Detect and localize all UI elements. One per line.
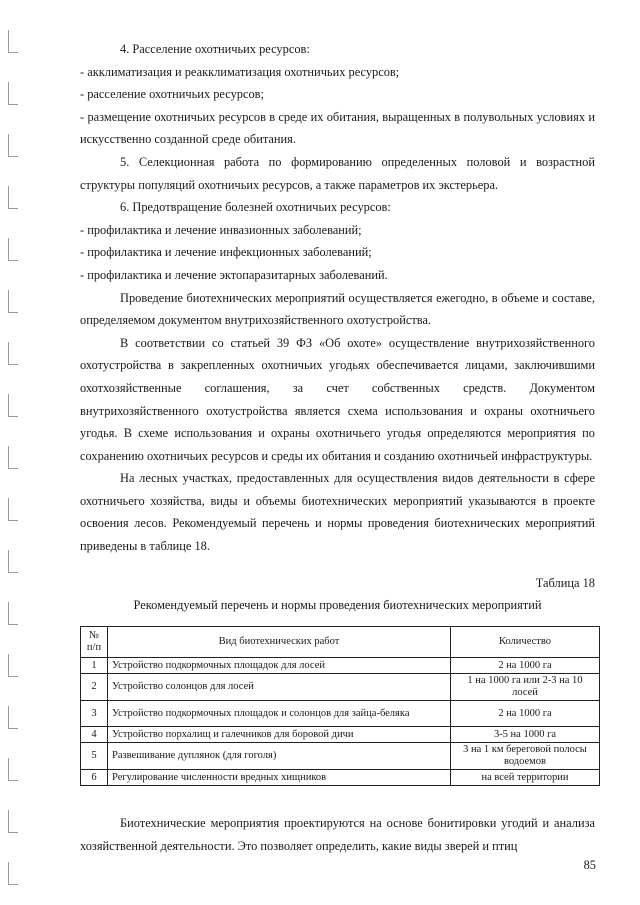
binding-tick bbox=[8, 654, 18, 677]
binding-tick bbox=[8, 706, 18, 729]
table-row bbox=[81, 701, 600, 727]
row-quantity: 3 на 1 км береговой полосы водоемов bbox=[451, 743, 600, 770]
row-work-type: Устройство порхалищ и галечников для боровой дичи bbox=[108, 727, 451, 743]
row-number: 3 bbox=[81, 701, 108, 727]
paragraph: Проведение биотехнических мероприятий осуществляется ежегодно, в объеме и составе, определяемом документом внутрихозяйственного охотустройства. bbox=[80, 290, 595, 328]
row-work-type: Устройство подкормочных площадок и солонцов для зайца-беляка bbox=[108, 701, 451, 727]
table-row bbox=[81, 743, 600, 770]
list-item: - профилактика и лечение эктопаразитарных заболеваний. bbox=[80, 267, 388, 282]
row-number: 1 bbox=[81, 658, 108, 674]
binding-tick bbox=[8, 602, 18, 625]
paragraph: 5. Селекционная работа по формированию определенных половой и возрастной структуры популяций охотничьих ресурсов, а также параметров их экстерьера. bbox=[80, 154, 595, 192]
row-work-type: Развешивание дуплянок (для гоголя) bbox=[108, 743, 451, 770]
paragraph: На лесных участках, предоставленных для осуществления видов деятельности в сфере охотничьего хозяйства, виды и объемы биотехнических мероприятий указываются в проекте освоения лесов. Рекомендуемый перечень и нормы проведения биотехнических мероприятий приведены в таблице 18. bbox=[80, 471, 595, 554]
binding-tick bbox=[8, 342, 18, 365]
row-quantity: 3-5 на 1000 га bbox=[451, 727, 600, 743]
binding-tick bbox=[8, 498, 18, 521]
row-number: 2 bbox=[81, 674, 108, 701]
row-number: 4 bbox=[81, 727, 108, 743]
bottom-text bbox=[80, 812, 595, 857]
binding-tick bbox=[8, 394, 18, 417]
row-quantity: на всей территории bbox=[451, 770, 600, 786]
binding-tick bbox=[8, 290, 18, 313]
list-item: - профилактика и лечение инвазионных заболеваний; bbox=[80, 222, 362, 237]
header-number: № п/п bbox=[81, 627, 108, 658]
row-number: 5 bbox=[81, 743, 108, 770]
table-row bbox=[81, 727, 600, 743]
paragraph: 6. Предотвращение болезней охотничьих ресурсов: bbox=[120, 200, 391, 215]
list-item: - расселение охотничьих ресурсов; bbox=[80, 87, 264, 102]
binding-tick bbox=[8, 134, 18, 157]
header-quantity: Количество bbox=[451, 627, 600, 658]
row-work-type: Регулирование численности вредных хищников bbox=[108, 770, 451, 786]
header-work-type: Вид биотехнических работ bbox=[108, 627, 451, 658]
table-label: Таблица 18 bbox=[535, 576, 595, 590]
row-number: 6 bbox=[81, 770, 108, 786]
table-header-row bbox=[81, 627, 600, 658]
binding-edge-marks bbox=[0, 20, 22, 900]
binding-tick bbox=[8, 30, 18, 53]
page-number: 85 bbox=[583, 858, 596, 872]
row-quantity: 2 на 1000 га bbox=[451, 658, 600, 674]
row-work-type: Устройство подкормочных площадок для лосей bbox=[108, 658, 451, 674]
row-quantity: 2 на 1000 га bbox=[451, 701, 600, 727]
table-row bbox=[81, 658, 600, 674]
table-row bbox=[81, 770, 600, 786]
row-work-type: Устройство солонцов для лосей bbox=[108, 674, 451, 701]
binding-tick bbox=[8, 550, 18, 573]
body-text bbox=[80, 38, 595, 558]
paragraph: В соответствии со статьей 39 ФЗ «Об охоте» осуществление внутрихозяйственного охотустройства в закрепленных охотничьих угодьях обеспечивается лицами, заключившими охотхозяйственные соглашения, за счет собственных средств. Документом внутрихозяйственного охотустройства является схема использования и охраны охотничьего угодья. В схеме использования и охраны охотничьего угодья определяются мероприятия по сохранению охотничьих ресурсов и среды их обитания и созданию охотничьей инфраструктуры. bbox=[80, 335, 595, 463]
list-item: - акклиматизация и реакклиматизация охотничьих ресурсов; bbox=[80, 64, 400, 79]
binding-tick bbox=[8, 810, 18, 833]
binding-tick bbox=[8, 82, 18, 105]
row-quantity: 1 на 1000 га или 2-3 на 10 лосей bbox=[451, 674, 600, 701]
binding-tick bbox=[8, 862, 18, 885]
list-item: - размещение охотничьих ресурсов в среде их обитания, выращенных в полувольных условиях и искусственно созданной среде обитания. bbox=[80, 109, 595, 147]
binding-tick bbox=[8, 186, 18, 209]
table-row bbox=[81, 674, 600, 701]
binding-tick bbox=[8, 446, 18, 469]
binding-tick bbox=[8, 238, 18, 261]
paragraph: Биотехнические мероприятия проектируются на основе бонитировки угодий и анализа хозяйственной деятельности. Это позволяет определить, какие виды зверей и птиц bbox=[80, 816, 595, 853]
table-title: Рекомендуемый перечень и нормы проведения биотехнических мероприятий bbox=[133, 598, 542, 612]
biotech-table bbox=[80, 626, 600, 786]
binding-tick bbox=[8, 758, 18, 781]
paragraph: 4. Расселение охотничьих ресурсов: bbox=[120, 42, 310, 56]
list-item: - профилактика и лечение инфекционных заболеваний; bbox=[80, 245, 372, 260]
